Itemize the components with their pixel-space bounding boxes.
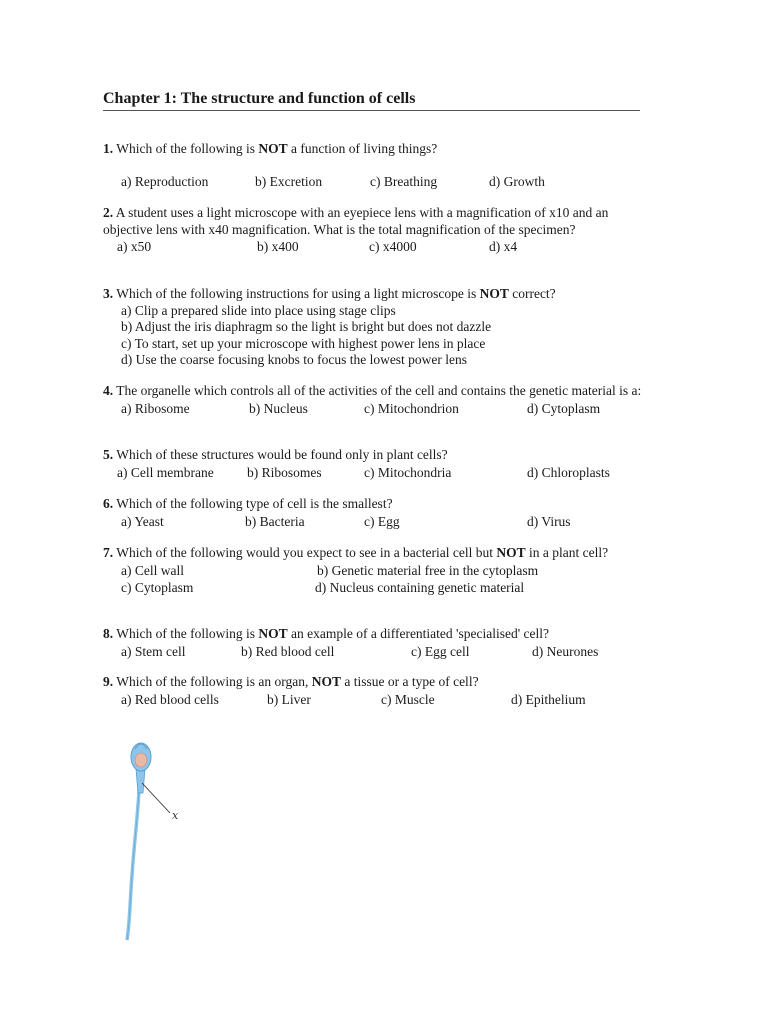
- option-b[interactable]: b) Bacteria: [245, 513, 305, 529]
- options-row: [103, 691, 643, 708]
- question-text: Which of the following instructions for using a light microscope is: [113, 286, 480, 301]
- question-1: [103, 141, 643, 190]
- option-a[interactable]: a) Cell membrane: [117, 464, 214, 480]
- question-text: Which of these structures would be found only in plant cells?: [113, 447, 448, 462]
- option-c[interactable]: c) x4000: [369, 239, 417, 254]
- option-d[interactable]: d) Neurones: [532, 643, 599, 659]
- option-b[interactable]: b) Adjust the iris diaphragm so the light is bright but does not dazzle: [121, 319, 492, 334]
- question-text: correct?: [508, 286, 556, 301]
- options-row: [103, 238, 643, 255]
- option-a[interactable]: a) Stem cell: [121, 643, 186, 659]
- question-stem: [103, 674, 643, 691]
- sperm-cell-figure: [118, 735, 198, 945]
- question-number: 6.: [103, 496, 114, 511]
- option-b[interactable]: b) Red blood cell: [241, 643, 335, 659]
- option-d[interactable]: d) Epithelium: [511, 691, 586, 707]
- option-c[interactable]: c) Mitochondrion: [364, 400, 459, 416]
- question-8: [103, 626, 643, 660]
- option-b[interactable]: b) Nucleus: [249, 400, 308, 416]
- question-text: Which of the following would you expect to see in a bacterial cell but: [113, 545, 497, 560]
- question-2: [103, 205, 643, 255]
- question-text: a function of living things?: [287, 141, 438, 156]
- option-d[interactable]: d) Chloroplasts: [527, 464, 610, 480]
- option-a[interactable]: a) x50: [117, 239, 152, 254]
- question-text: The organelle which controls all of the activities of the cell and contains the genetic material is a:: [113, 383, 642, 398]
- question-text: A student uses a light microscope with an eyepiece lens with a magnification of x10 and an objective lens with x40 magnification. What is the total magnification of the specimen?: [103, 205, 609, 237]
- option-d[interactable]: d) Use the coarse focusing knobs to focus the lowest power lens: [121, 352, 468, 367]
- question-6: [103, 496, 643, 530]
- question-text: in a plant cell?: [525, 545, 609, 560]
- option-c[interactable]: c) Mitochondria: [364, 464, 452, 480]
- question-text: a tissue or a type of cell?: [340, 674, 479, 689]
- option-b[interactable]: b) x400: [257, 239, 299, 254]
- options-row: [103, 643, 643, 660]
- question-text: Which of the following is: [113, 626, 259, 641]
- options-row: [103, 400, 643, 417]
- question-text: Which of the following type of cell is the smallest?: [113, 496, 393, 511]
- nucleus: [135, 753, 147, 767]
- question-stem: [103, 626, 643, 643]
- chapter-title: Chapter 1: The structure and function of cells: [103, 89, 640, 111]
- option-a[interactable]: a) Cell wall: [121, 562, 184, 578]
- question-number: 5.: [103, 447, 114, 462]
- question-stem: [103, 447, 643, 464]
- options-row: [103, 513, 643, 530]
- option-d[interactable]: d) Growth: [489, 173, 545, 189]
- option-b[interactable]: b) Genetic material free in the cytoplasm: [317, 562, 539, 578]
- option-d[interactable]: d) Cytoplasm: [527, 400, 601, 416]
- question-number: 8.: [103, 626, 114, 641]
- midpiece: [136, 769, 145, 793]
- question-number: 2.: [103, 205, 114, 220]
- question-text: Which of the following is an organ,: [113, 674, 312, 689]
- emphasis-not: NOT: [258, 626, 288, 641]
- option-c[interactable]: c) Breathing: [370, 173, 438, 189]
- option-b[interactable]: b) Liver: [267, 691, 311, 707]
- options-row: [103, 579, 643, 596]
- option-b[interactable]: b) Ribosomes: [247, 464, 322, 480]
- emphasis-not: NOT: [479, 286, 509, 301]
- option-c[interactable]: c) Cytoplasm: [121, 579, 194, 595]
- option-a[interactable]: a) Red blood cells: [121, 691, 219, 707]
- question-number: 4.: [103, 383, 114, 398]
- question-number: 1.: [103, 141, 114, 156]
- options-row: [103, 562, 643, 579]
- option-c[interactable]: c) Egg: [364, 513, 400, 529]
- option-b[interactable]: b) Excretion: [255, 173, 323, 189]
- option-a[interactable]: a) Ribosome: [121, 400, 190, 416]
- option-d[interactable]: d) Nucleus containing genetic material: [315, 579, 525, 595]
- label-x: x: [172, 809, 179, 822]
- question-7: [103, 545, 643, 596]
- emphasis-not: NOT: [496, 545, 526, 560]
- question-4: [103, 383, 643, 417]
- option-a[interactable]: a) Clip a prepared slide into place using stage clips: [121, 302, 396, 318]
- question-stem: [103, 286, 643, 303]
- question-stem: [103, 545, 643, 562]
- options-row: [103, 464, 643, 481]
- question-stem: [103, 205, 643, 238]
- question-stem: [103, 496, 643, 513]
- question-text: Which of the following is: [113, 141, 259, 156]
- option-a[interactable]: a) Reproduction: [121, 173, 209, 189]
- question-5: [103, 447, 643, 481]
- question-stem: [103, 141, 643, 158]
- emphasis-not: NOT: [311, 674, 341, 689]
- options-row: [103, 173, 643, 190]
- option-c[interactable]: c) Muscle: [381, 691, 435, 707]
- question-3: [103, 286, 643, 369]
- label-line: [142, 783, 170, 813]
- question-number: 3.: [103, 286, 114, 301]
- question-number: 9.: [103, 674, 114, 689]
- emphasis-not: NOT: [258, 141, 288, 156]
- options-list: [103, 303, 643, 369]
- option-d[interactable]: d) Virus: [527, 513, 571, 529]
- option-c[interactable]: c) To start, set up your microscope with highest power lens in place: [121, 335, 486, 351]
- question-number: 7.: [103, 545, 114, 560]
- option-a[interactable]: a) Yeast: [121, 513, 164, 529]
- question-9: [103, 674, 643, 708]
- question-text: an example of a differentiated 'specialised' cell?: [287, 626, 549, 641]
- option-c[interactable]: c) Egg cell: [411, 643, 470, 659]
- option-d[interactable]: d) x4: [489, 239, 518, 254]
- question-stem: [103, 383, 643, 400]
